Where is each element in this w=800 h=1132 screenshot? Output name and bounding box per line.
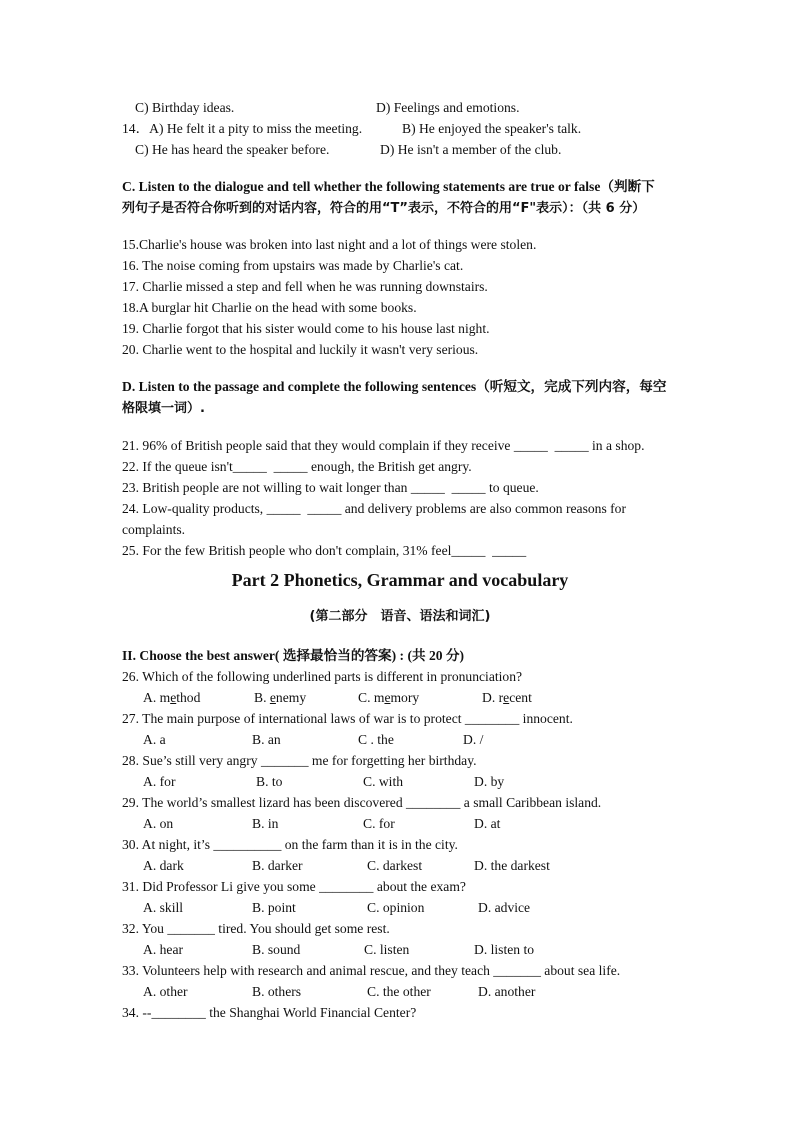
question-33: 33. Volunteers help with research and animal rescue, and they teach _______ about sea life. [122, 963, 621, 978]
option-28a: A. for [143, 774, 176, 789]
option-33b: B. others [252, 984, 302, 999]
option-32a: A. hear [143, 942, 184, 957]
option-14c: C) He has heard the speaker before. [135, 142, 330, 157]
sentence-21: 21. 96% of British people said that they would complain if they receive _____ _____ in a shop. [122, 438, 645, 453]
statement-17: 17. Charlie missed a step and fell when he was running downstairs. [122, 279, 488, 294]
option-31c: C. opinion [367, 900, 425, 915]
option-31d: D. advice [478, 900, 531, 915]
sentence-22: 22. If the queue isn't_____ _____ enough, the British get angry. [122, 459, 472, 474]
question-32: 32. You _______ tired. You should get some rest. [122, 921, 390, 936]
section-c-heading-en: C. Listen to the dialogue and tell whether the following statements are true or false [122, 179, 601, 194]
option-26b: B. enemy [254, 690, 307, 705]
statement-15: 15.Charlie's house was broken into last night and a lot of things were stolen. [122, 237, 537, 252]
option-32d: D. listen to [474, 942, 535, 957]
question-29: 29. The world’s smallest lizard has been discovered ________ a small Caribbean island. [122, 795, 602, 810]
statement-20: 20. Charlie went to the hospital and luckily it wasn't very serious. [122, 342, 479, 357]
question-31: 31. Did Professor Li give you some ________ about the exam? [122, 879, 466, 894]
option-28d: D. by [474, 774, 505, 789]
option-13d: D) Feelings and emotions. [376, 100, 520, 115]
option-32b: B. sound [252, 942, 301, 957]
question-30: 30. At night, it’s __________ on the farm than it is in the city. [122, 837, 458, 852]
option-33c: C. the other [367, 984, 431, 999]
section-d-heading-cn: （听短文，完成下列内容，每空 [476, 379, 667, 395]
section-c-heading-cn: （判断下 [600, 179, 655, 195]
section-c-heading-cont: 列句子是否符合你听到的对话内容，符合的用“T”表示，不符合的用“F"表示）：（共 6 分） [122, 201, 646, 216]
section-d-heading-en: D. Listen to the passage and complete the following sentences [122, 379, 477, 394]
section-c-heading [122, 178, 655, 196]
option-28c: C. with [363, 774, 404, 789]
option-31a: A. skill [143, 900, 184, 915]
option-30d: D. the darkest [474, 858, 550, 873]
option-14d: D) He isn't a member of the club. [380, 142, 562, 157]
section-d-heading [122, 378, 667, 396]
option-27d: D. / [463, 732, 484, 747]
option-29c: C. for [363, 816, 395, 831]
option-26d: D. recent [482, 690, 532, 705]
option-27c: C . the [358, 732, 394, 747]
question-26: 26. Which of the following underlined parts is different in pronunciation? [122, 669, 523, 684]
section-d-heading-cont: 格限填一词）. [122, 401, 205, 416]
question-27: 27. The main purpose of international laws of war is to protect ________ innocent. [122, 711, 573, 726]
option-30a: A. dark [143, 858, 184, 873]
option-26a: A. method [143, 690, 201, 705]
option-28b: B. to [256, 774, 283, 789]
sentence-25: 25. For the few British people who don't complain, 31% feel_____ _____ [122, 543, 527, 558]
option-13c: C) Birthday ideas. [135, 100, 235, 115]
option-29d: D. at [474, 816, 501, 831]
question-34: 34. --________ the Shanghai World Financial Center? [122, 1005, 417, 1020]
option-26c: C. memory [358, 690, 420, 705]
option-33d: D. another [478, 984, 536, 999]
option-33a: A. other [143, 984, 188, 999]
option-30b: B. darker [252, 858, 303, 873]
part2-title: Part 2 Phonetics, Grammar and vocabulary [231, 570, 569, 590]
question-14-line-1: 14．A) He felt it a pity to miss the meeting. [122, 121, 363, 136]
part2-subtitle: (第二部分 语音、语法和词汇) [309, 609, 491, 624]
option-29a: A. on [143, 816, 174, 831]
statement-16: 16. The noise coming from upstairs was made by Charlie's cat. [122, 258, 464, 273]
sentence-24: 24. Low-quality products, _____ _____ and delivery problems are also common reasons for [122, 501, 626, 516]
section-ii-heading: II. Choose the best answer( 选择最恰当的答案) : (共 20 分) [122, 648, 465, 663]
statement-18: 18.A burglar hit Charlie on the head with some books. [122, 300, 417, 315]
option-27a: A. a [143, 732, 166, 747]
option-29b: B. in [252, 816, 279, 831]
statement-19: 19. Charlie forgot that his sister would come to his house last night. [122, 321, 490, 336]
option-30c: C. darkest [367, 858, 423, 873]
question-28: 28. Sue’s still very angry _______ me for forgetting her birthday. [122, 753, 477, 768]
option-27b: B. an [252, 732, 281, 747]
option-31b: B. point [252, 900, 296, 915]
option-14b: B) He enjoyed the speaker's talk. [402, 121, 582, 136]
option-32c: C. listen [364, 942, 410, 957]
sentence-23: 23. British people are not willing to wait longer than _____ _____ to queue. [122, 480, 539, 495]
sentence-24-cont: complaints. [122, 522, 186, 537]
